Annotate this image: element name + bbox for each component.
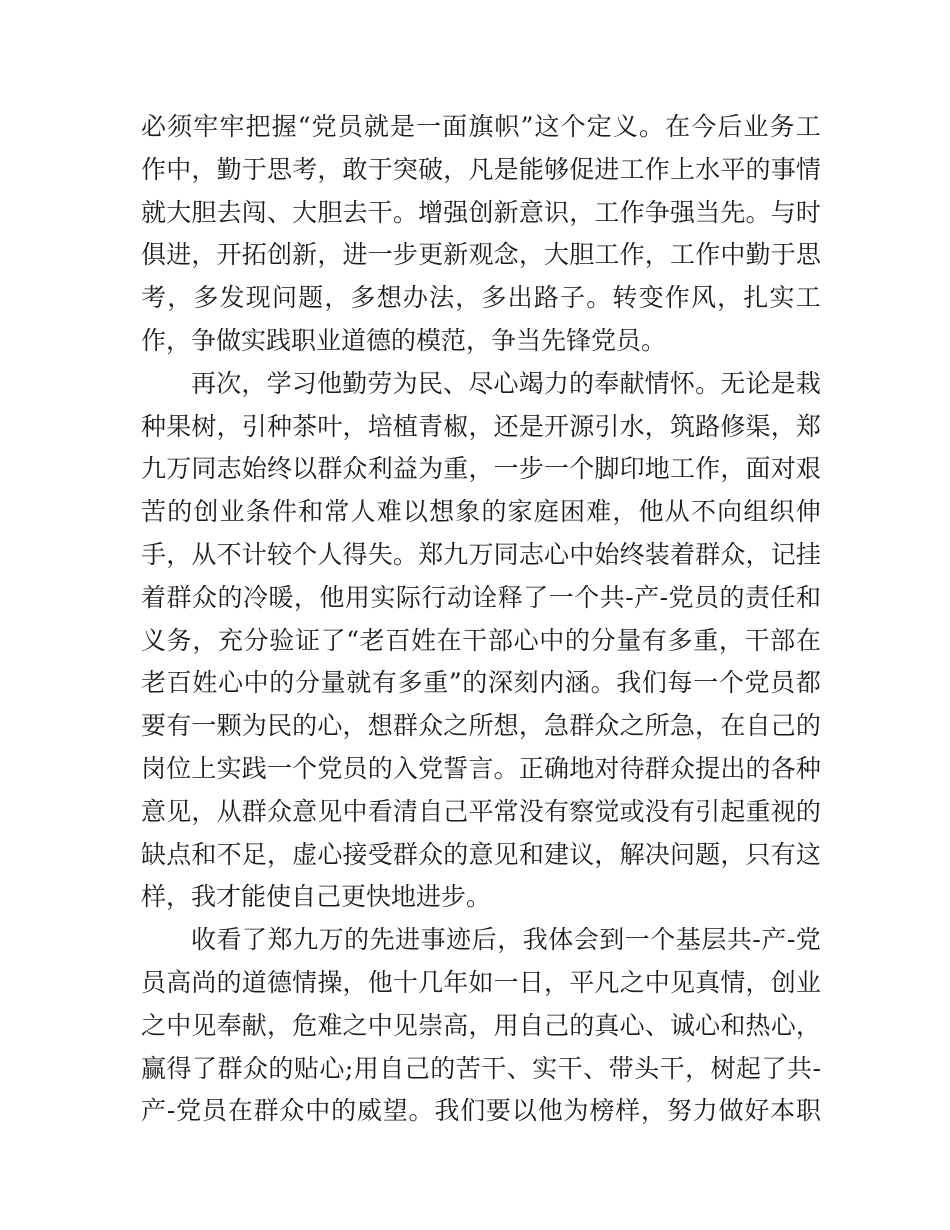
body-text	[141, 106, 821, 1133]
text-line: 产 - 党 员 在 群 众 中 的 威 望 。 我 们 要 以 他 为 榜 样 ， 努 力 做 好 本 职	[141, 1096, 821, 1126]
text-line: 苦 的 创 业 条 件 和 常 人 难 以 想 象 的 家 庭 困 难 ， 他 从 不 向 组 织 伸	[141, 497, 821, 527]
text-line: 岗 位 上 实 践 一 个 党 员 的 入 党 誓 言 。 正 确 地 对 待 群 众 提 出 的 各 种	[141, 753, 821, 783]
text-line: 义 务 ， 充 分 验 证 了 “ 老 百 姓 在 干 部 心 中 的 分 量 有 多 重 ， 干 部 在	[141, 625, 821, 655]
text-line: 意 见 ， 从 群 众 意 见 中 看 清 自 己 平 常 没 有 察 觉 或 没 有 引 起 重 视 的	[141, 796, 821, 826]
text-line: 考 ， 多 发 现 问 题 ， 多 想 办 法 ， 多 出 路 子 。 转 变 作 风 ， 扎 实 工	[141, 283, 821, 313]
text-line: 手 ， 从 不 计 较 个 人 得 失 。 郑 九 万 同 志 心 中 始 终 装 着 群 众 ， 记 挂	[141, 539, 821, 569]
text-line: 着 群 众 的 冷 暖 ， 他 用 实 际 行 动 诠 释 了 一 个 共 - 产 - 党 员 的 责 任 和	[141, 582, 821, 612]
text-line: 种 果 树 ， 引 种 茶 叶 ， 培 植 青 椒 ， 还 是 开 源 引 水 ， 筑 路 修 渠 ， 郑	[141, 411, 821, 441]
text-line: 九 万 同 志 始 终 以 群 众 利 益 为 重 ， 一 步 一 个 脚 印 地 工 作 ， 面 对 艰	[141, 454, 821, 484]
text-line: 缺 点 和 不 足 ， 虚 心 接 受 群 众 的 意 见 和 建 议 ， 解 决 问 题 ， 只 有 这	[141, 839, 821, 869]
text-line: 老 百 姓 心 中 的 分 量 就 有 多 重 ” 的 深 刻 内 涵 。 我 们 每 一 个 党 员 都	[141, 668, 821, 698]
text-line: 就 大 胆 去 闯 、 大 胆 去 干 。 增 强 创 新 意 识 ， 工 作 争 强 当 先 。 与 时	[141, 197, 821, 227]
text-line: 要 有 一 颗 为 民 的 心 ， 想 群 众 之 所 想 ， 急 群 众 之 所 急 ， 在 自 己 的	[141, 711, 821, 741]
text-line: 之 中 见 奉 献 ， 危 难 之 中 见 崇 高 ， 用 自 己 的 真 心 、 诚 心 和 热 心 ，	[141, 1010, 821, 1040]
text-line: 作，争做实践职业道德的模范，争当先锋党员。	[141, 325, 667, 355]
text-line: 必 须 牢 牢 把 握 “ 党 员 就 是 一 面 旗 帜 ” 这 个 定 义 。 在 今 后 业 务 工	[141, 112, 821, 141]
text-line: 作 中 ， 勤 于 思 考 ， 敢 于 突 破 ， 凡 是 能 够 促 进 工 作 上 水 平 的 事 情	[141, 154, 821, 184]
text-line: 样，我才能使自己更快地进步。	[141, 882, 492, 912]
text-line: 员 高 尚 的 道 德 情 操 ， 他 十 几 年 如 一 日 ， 平 凡 之 中 见 真 情 ， 创 业	[141, 967, 821, 997]
text-line: 收 看 了 郑 九 万 的 先 进 事 迹 后 ， 我 体 会 到 一 个 基 层 共 - 产 - 党	[191, 925, 821, 955]
text-line: 俱 进 ， 开 拓 创 新 ， 进 一 步 更 新 观 念 ， 大 胆 工 作 ， 工 作 中 勤 于 思	[141, 240, 821, 270]
text-line: 再 次 ， 学 习 他 勤 劳 为 民 、 尽 心 竭 力 的 奉 献 情 怀 。 无 论 是 栽	[191, 368, 821, 398]
text-line: 赢 得 了 群 众 的 贴 心 ; 用 自 己 的 苦 干 、 实 干 、 带 头 干 ， 树 起 了 共 -	[141, 1053, 821, 1083]
